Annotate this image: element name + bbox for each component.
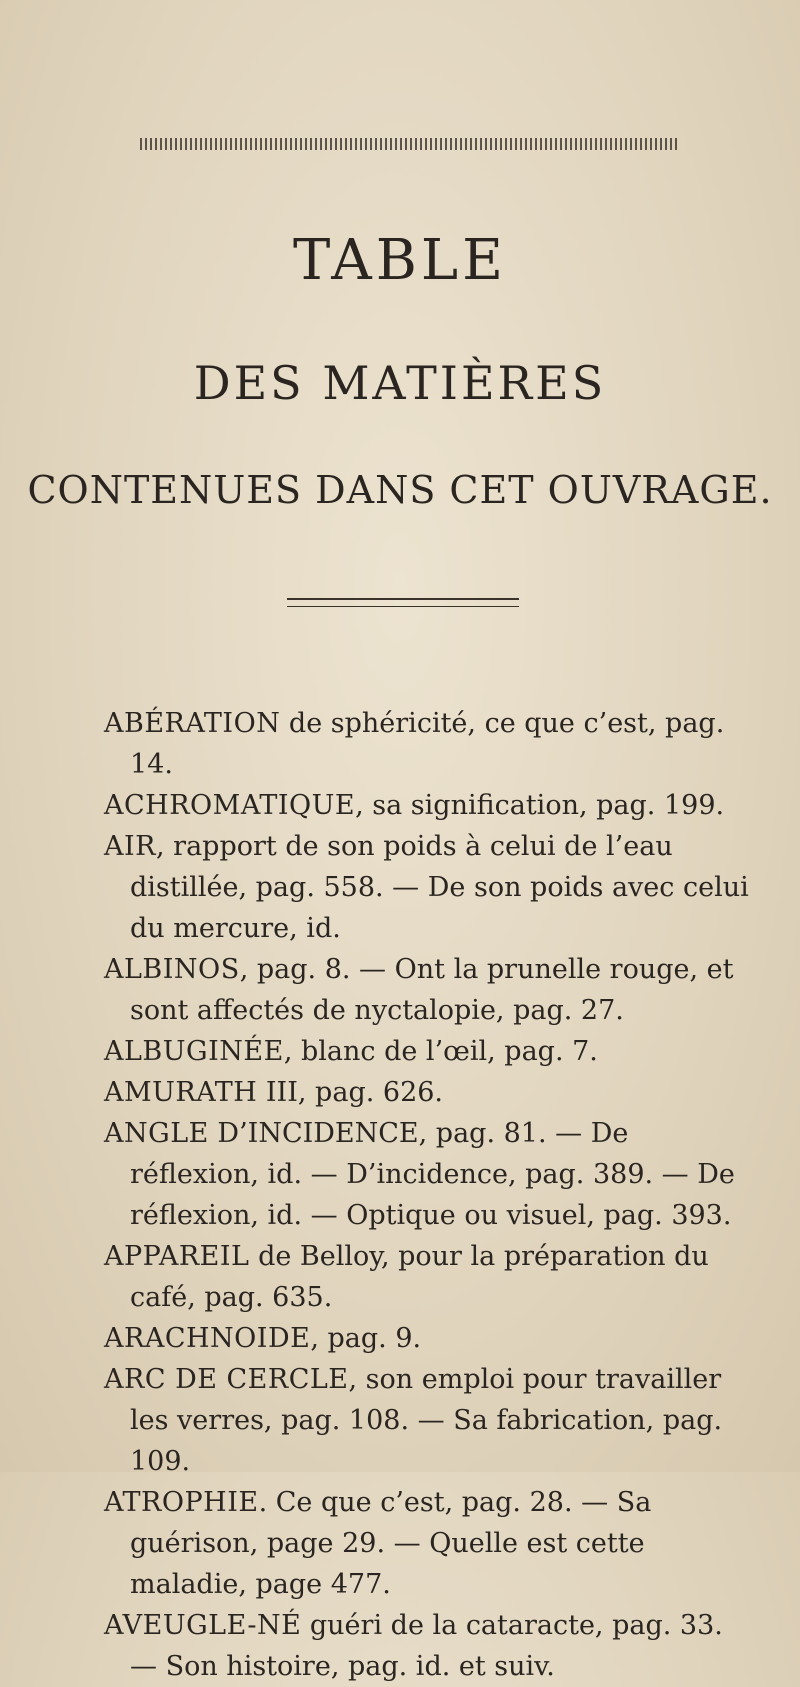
entry-head: ARACHNOIDE bbox=[104, 1323, 311, 1354]
index-entry bbox=[104, 785, 754, 826]
page-subtitle-line-2: CONTENUES DANS CET OUVRAGE. bbox=[27, 468, 773, 512]
entry-head: ALBINOS bbox=[104, 954, 240, 985]
index-entries bbox=[104, 703, 754, 1687]
index-entry bbox=[104, 1482, 754, 1605]
index-entry bbox=[104, 1113, 754, 1236]
entry-text: , son emploi pour travailler les verres, pag. 108. — Sa fabrication, pag. 109. bbox=[130, 1364, 723, 1477]
entry-text: , rapport de son poids à celui de l’eau distillée, pag. 558. — De son poids avec celui du mercure, id. bbox=[130, 831, 749, 944]
index-entry bbox=[104, 1236, 754, 1318]
entry-head: AMURATH bbox=[104, 1077, 258, 1108]
entry-text: , blanc de l’œil, pag. 7. bbox=[283, 1036, 598, 1067]
entry-text: III, pag. 626. bbox=[257, 1077, 444, 1108]
entry-text: , sa signification, pag. 199. bbox=[355, 790, 725, 821]
index-entry bbox=[104, 703, 754, 785]
entry-text: . Ce que c’est, pag. 28. — Sa guérison, page 29. — Quelle est cette maladie, page 477. bbox=[130, 1487, 652, 1600]
entry-head: APPAREIL bbox=[104, 1241, 250, 1272]
entry-head: ALBUGINÉE bbox=[104, 1036, 284, 1067]
entry-head: ARC DE CERCLE bbox=[104, 1364, 349, 1395]
entry-text: de Belloy, pour la préparation du café, pag. 635. bbox=[130, 1241, 709, 1313]
entry-head: ANGLE bbox=[104, 1118, 209, 1149]
entry-head: ACHROMATIQUE bbox=[104, 790, 356, 821]
entry-head: ABÉRATION bbox=[104, 708, 281, 739]
entry-text: , pag. 9. bbox=[310, 1323, 422, 1354]
index-entry bbox=[104, 1072, 754, 1113]
entry-text: D’INCIDENCE, pag. 81. — De réflexion, id. — D’incidence, pag. 389. — De réflexion, id. — Optique ou visuel, pag. 393. bbox=[130, 1118, 735, 1231]
entry-text: de sphéricité, ce que c’est, pag. 14. bbox=[130, 708, 725, 780]
index-entry bbox=[104, 1605, 754, 1687]
index-entry bbox=[104, 1031, 754, 1072]
index-entry bbox=[104, 949, 754, 1031]
page-subtitle: DES MATIÈRES bbox=[193, 356, 607, 410]
index-entry bbox=[104, 1318, 754, 1359]
entry-text: guéri de la cataracte, pag. 33. — Son histoire, pag. id. et suiv. bbox=[130, 1610, 723, 1682]
title-divider bbox=[287, 598, 519, 607]
index-entry bbox=[104, 826, 754, 949]
header-ornament bbox=[140, 138, 680, 150]
entry-head: AIR bbox=[104, 831, 156, 862]
entry-head: ATROPHIE bbox=[104, 1487, 259, 1518]
page-title: TABLE bbox=[293, 228, 507, 293]
entry-text: , pag. 8. — Ont la prunelle rouge, et sont affectés de nyctalopie, pag. 27. bbox=[130, 954, 734, 1026]
index-entry bbox=[104, 1359, 754, 1482]
entry-head: AVEUGLE-NÉ bbox=[104, 1610, 302, 1641]
